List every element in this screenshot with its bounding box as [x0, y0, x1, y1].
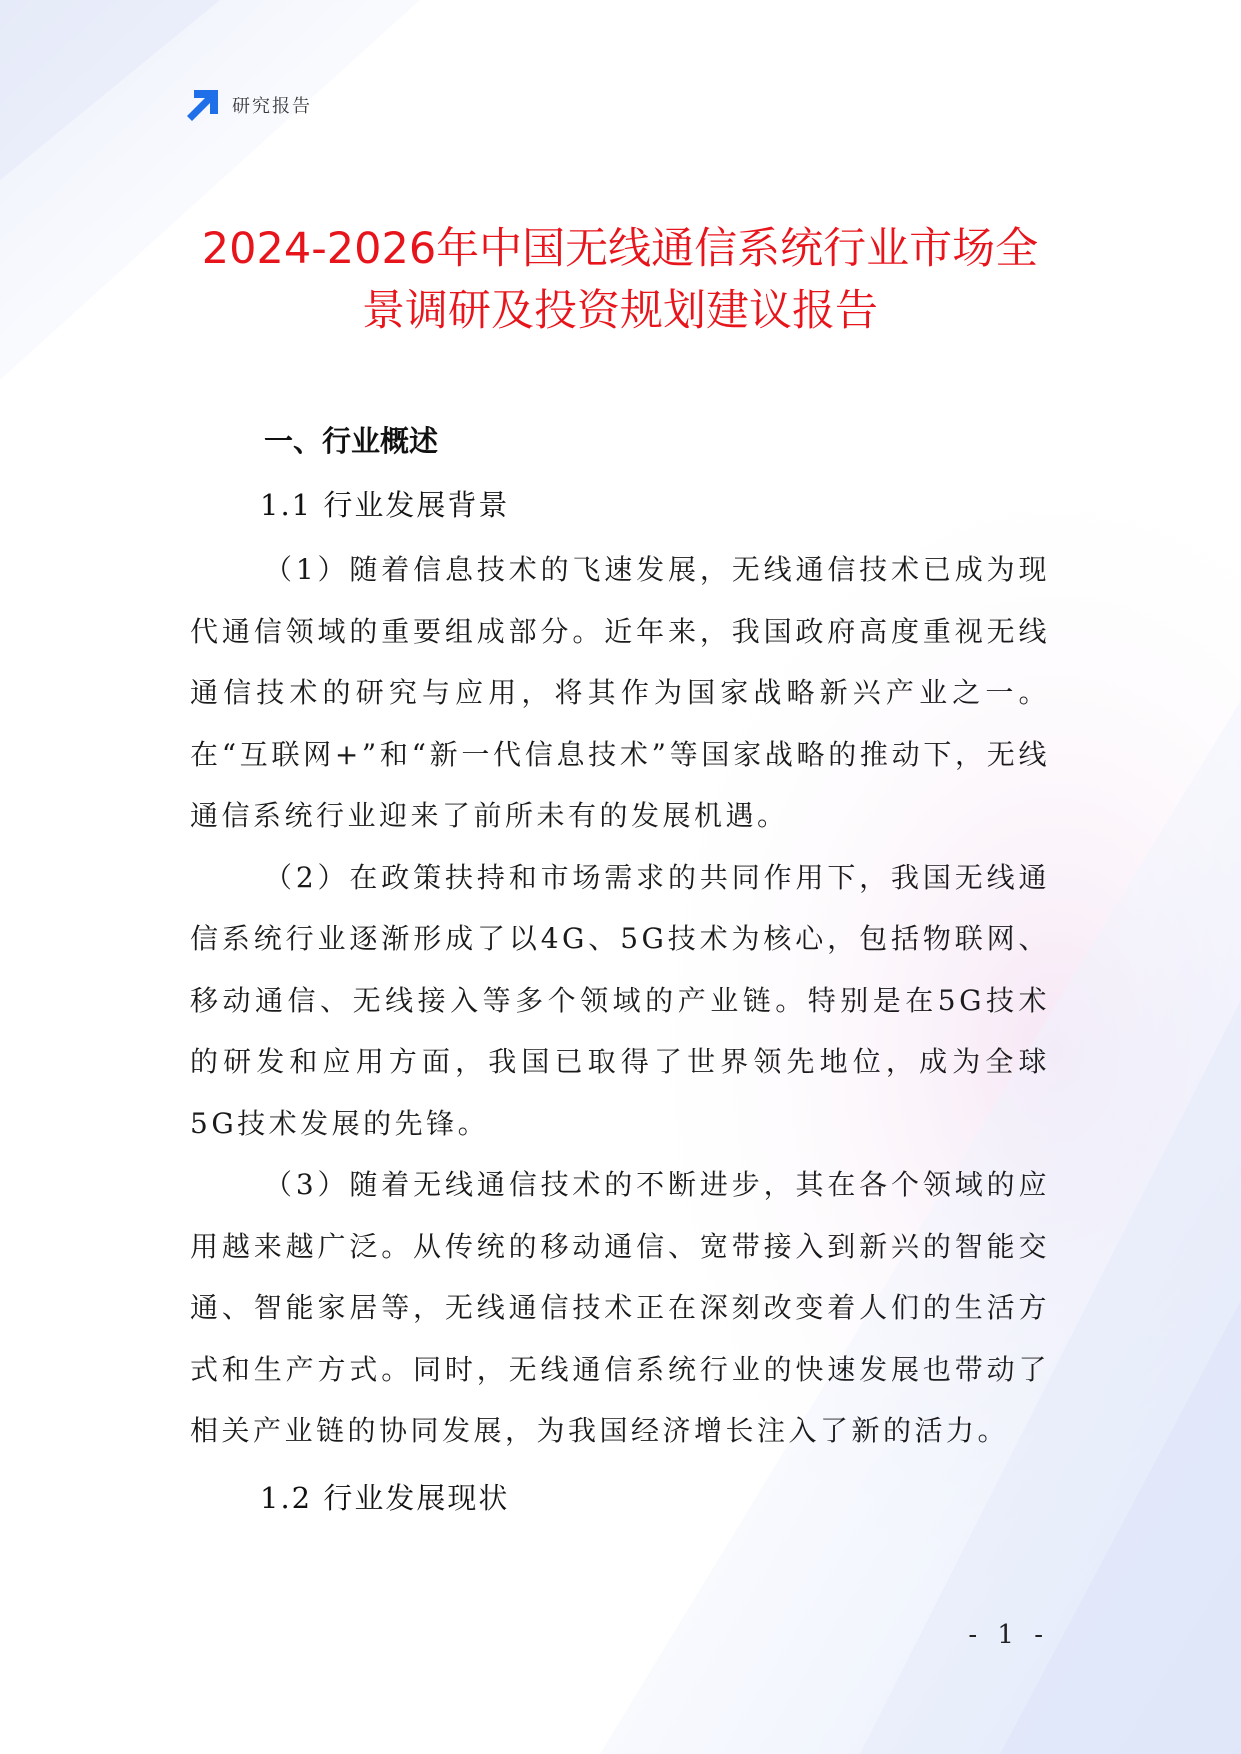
subsection-heading-1-1: 1.1 行业发展背景	[260, 488, 510, 522]
paragraph-2: （2）在政策扶持和市场需求的共同作用下，我国无线通信系统行业逐渐形成了以4G、5G技术为核心，包括物联网、移动通信、无线接入等多个领域的产业链。特别是在5G技术的研发和应用方面，我国已取得了世界领先地位，成为全球5G技术发展的先锋。	[190, 860, 1050, 1140]
title-line-1: 2024-2026年中国无线通信系统行业市场全	[201, 224, 1039, 274]
paragraph-3: （3）随着无线通信技术的不断进步，其在各个领域的应用越来越广泛。从传统的移动通信、宽带接入到新兴的智能交通、智能家居等，无线通信技术正在深刻改变着人们的生活方式和生产方式。同时，无线通信系统行业的快速发展也带动了相关产业链的协同发展，为我国经济增长注入了新的活力。	[190, 1168, 1050, 1447]
header-label: 研究报告	[232, 96, 312, 117]
report-body	[190, 413, 1050, 1532]
subsection-heading-1-2: 1.2 行业发展现状	[260, 1480, 510, 1515]
page-number: - 1 -	[968, 1620, 1049, 1650]
report-title	[150, 218, 1090, 342]
section-heading: 一、行业概述	[264, 424, 439, 458]
arrow-up-right-icon	[186, 88, 220, 122]
paragraph-1: （1）随着信息技术的飞速发展，无线通信技术已成为现代通信领域的重要组成部分。近年来，我国政府高度重视无线通信技术的研究与应用，将其作为国家战略新兴产业之一。在“互联网+”和“新一代信息技术”等国家战略的推动下，无线通信系统行业迎来了前所未有的发展机遇。	[190, 553, 1050, 832]
title-line-2: 景调研及投资规划建议报告	[362, 286, 878, 336]
report-header	[186, 88, 312, 122]
